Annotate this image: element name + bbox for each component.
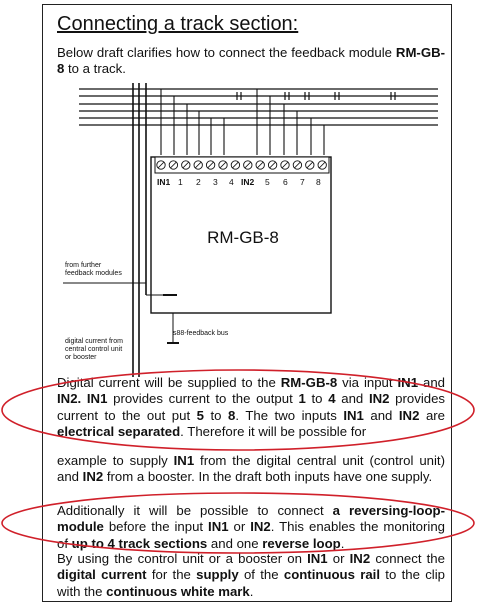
s88-bus-label: s88-feedback bus — [173, 330, 229, 337]
terminal-wires — [161, 89, 324, 155]
manual-page — [42, 4, 452, 602]
terminal-label-in2: IN2 — [241, 177, 255, 187]
further-modules-label-2: feedback modules — [65, 270, 122, 277]
terminal-label-4: 4 — [229, 177, 234, 187]
terminal-label-6: 6 — [283, 177, 288, 187]
terminal-strip — [155, 157, 329, 173]
terminal-label-2: 2 — [196, 177, 201, 187]
terminal-label-3: 3 — [213, 177, 218, 187]
digital-current-label-2: central control unit — [65, 346, 123, 353]
page-title: Connecting a track section: — [57, 13, 299, 35]
paragraph-inputs: Digital current will be supplied to the RM-GB-8 via input IN1 and IN2. IN1 provides current to the output 1 to 4 and IN2 provides current to the out put 5 to 8. The two inputs IN1 and IN2 are electrical separated. Therefore it will be possible for — [57, 375, 446, 440]
wiring-diagram — [43, 5, 453, 377]
module-name: RM-GB-8 — [207, 228, 279, 247]
terminal-label-5: 5 — [265, 177, 270, 187]
paragraph-reversing-loop: Additionally it will be possible to connect a reversing-loop-module before the input IN1 or IN2. This enables the monitoring of up to 4 track sections and one reverse loop. — [57, 503, 445, 551]
feed-lines — [133, 83, 146, 377]
terminal-label-1: 1 — [178, 177, 183, 187]
terminal-label-8: 8 — [316, 177, 321, 187]
paragraph-supply-example: example to supply IN1 from the digital central unit (control unit) and IN2 from a booster. In the draft both inputs have one supply. — [57, 453, 445, 485]
paragraph-digital-current: By using the control unit or a booster on IN1 or IN2 connect the digital current for the supply of the continuous rail to the clip with the continuous white mark. — [57, 551, 445, 599]
intro-paragraph: Below draft clarifies how to connect the feedback module RM-GB-8 to a track. — [57, 45, 445, 77]
digital-current-label-3: or booster — [65, 354, 97, 361]
digital-current-label-1: digital current from — [65, 338, 123, 345]
further-modules-label-1: from further — [65, 262, 102, 269]
terminal-label-in1: IN1 — [157, 177, 171, 187]
terminal-label-7: 7 — [300, 177, 305, 187]
